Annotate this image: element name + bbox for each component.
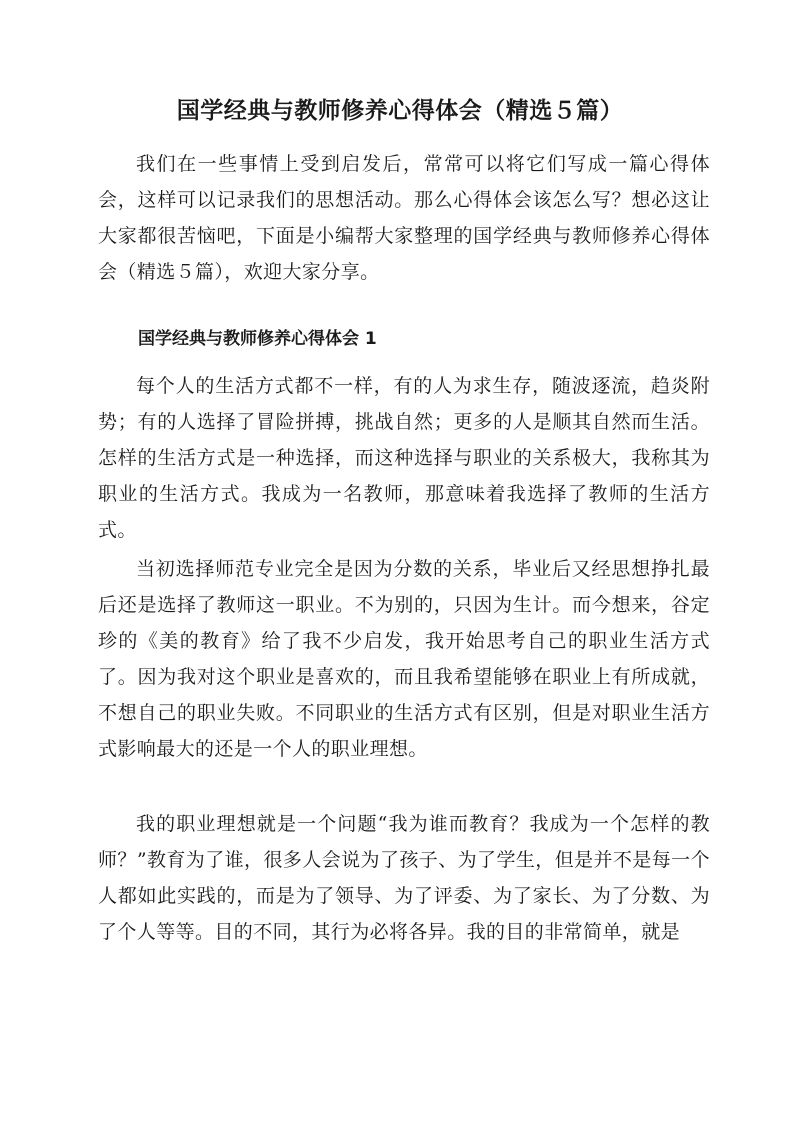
document-title: 国学经典与教师修养心得体会（精选５篇） <box>176 98 624 124</box>
intro-paragraph: 我们在一些事情上受到启发后，常常可以将它们写成一篇心得体会，这样可以记录我们的思想活动。那么心得体会该怎么写？想必这让大家都很苦恼吧，下面是小编帮大家整理的国学经典与教师修养心得体会（精选５篇），欢迎大家分享。 <box>98 153 710 283</box>
body-paragraph: 当初选择师范专业完全是因为分数的关系，毕业后又经思想挣扎最后还是选择了教师这一职业。不为别的，只因为生计。而今想来，谷定珍的《美的教育》给了我不少启发，我开始思考自己的职业生活方式了。因为我对这个职业是喜欢的，而且我希望能够在职业上有所成就，不想自己的职业失败。不同职业的生活方式有区别，但是对职业生活方式影响最大的还是一个人的职业理想。 <box>98 558 710 760</box>
body-paragraph: 我的职业理想就是一个问题“我为谁而教育？我成为一个怎样的教师？”教育为了谁，很多人会说为了孩子、为了学生，但是并不是每一个人都如此实践的，而是为了领导、为了评委、为了家长、为了分数、为了个人等等。目的不同，其行为必将各异。我的目的非常简单，就是 <box>98 813 710 943</box>
section-heading: 国学经典与教师修养心得体会 1 <box>138 329 377 349</box>
body-paragraph: 每个人的生活方式都不一样，有的人为求生存，随波逐流，趋炎附势；有的人选择了冒险拼搏，挑战自然；更多的人是顺其自然而生活。怎样的生活方式是一种选择，而这种选择与职业的关系极大，我称其为职业的生活方式。我成为一名教师，那意味着我选择了教师的生活方式。 <box>98 375 710 541</box>
